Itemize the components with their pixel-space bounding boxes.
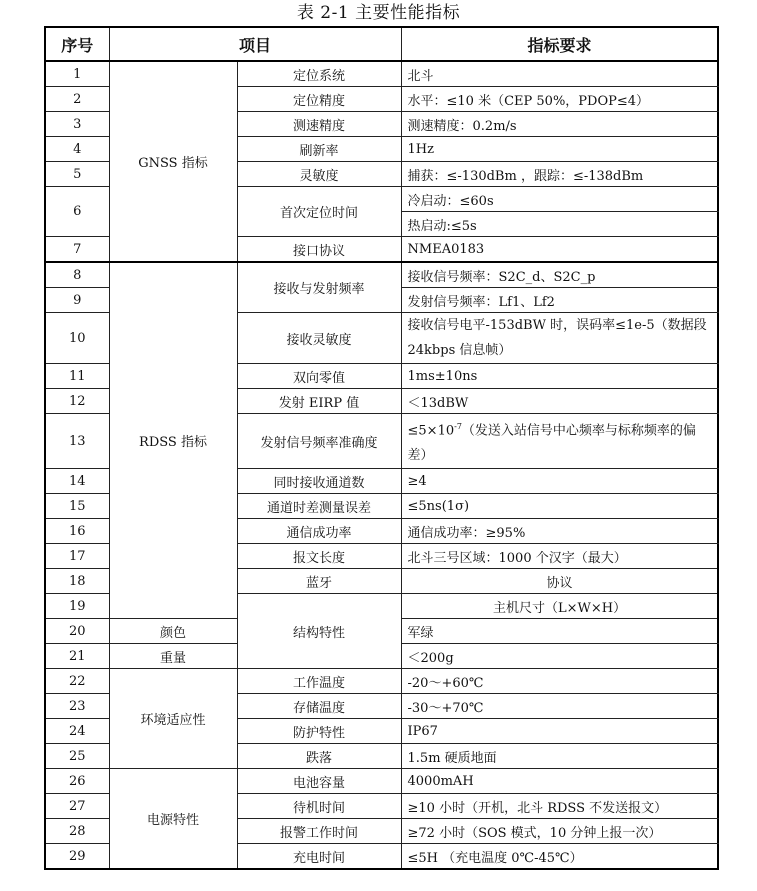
row-number: 1 (45, 61, 109, 87)
group-rdss: RDSS 指标 (109, 262, 237, 619)
item-value: ≤5H （充电温度 0℃-45℃） (401, 844, 718, 870)
item-name: 接收灵敏度 (237, 313, 401, 364)
item-value: ≥72 小时（SOS 模式，10 分钟上报一次） (401, 819, 718, 844)
item-value: 发射信号频率：Lf1、Lf2 (401, 288, 718, 313)
item-value: 北斗三号区域：1000 个汉字（最大） (401, 544, 718, 569)
item-value: 1ms±10ns (401, 364, 718, 389)
item-name: 接收与发射频率 (237, 262, 401, 313)
group-bluetooth: 蓝牙 (237, 569, 401, 594)
row-number: 3 (45, 112, 109, 137)
item-name: 刷新率 (237, 137, 401, 162)
value-part: （发送入站信号中心频率与标称频率的偏差） (407, 423, 696, 464)
item-name: 双向零值 (237, 364, 401, 389)
item-value: 热启动:≤5s (401, 212, 718, 237)
item-name: 发射 EIRP 值 (237, 389, 401, 414)
item-value: ≤5ns(1σ) (401, 494, 718, 519)
group-environment: 环境适应性 (109, 669, 237, 769)
item-name: 电池容量 (237, 769, 401, 794)
item-value: 测速精度：0.2m/s (401, 112, 718, 137)
item-name: 首次定位时间 (237, 187, 401, 237)
row-number: 17 (45, 544, 109, 569)
item-value: 冷启动：≤60s (401, 187, 718, 212)
row-number: 2 (45, 87, 109, 112)
item-value: ＜13dBW (401, 389, 718, 414)
item-name: 充电时间 (237, 844, 401, 870)
group-gnss: GNSS 指标 (109, 61, 237, 262)
row-number: 29 (45, 844, 109, 870)
item-value: ≥4 (401, 469, 718, 494)
item-value: ≥10 小时（开机，北斗 RDSS 不发送报文） (401, 794, 718, 819)
row-number: 22 (45, 669, 109, 694)
row-number: 4 (45, 137, 109, 162)
item-value: IP67 (401, 719, 718, 744)
item-name: 同时接收通道数 (237, 469, 401, 494)
item-value: -30～+70℃ (401, 694, 718, 719)
row-number: 9 (45, 288, 109, 313)
header-seq: 序号 (45, 27, 109, 61)
item-name: 发射信号频率准确度 (237, 414, 401, 469)
item-name: 通信成功率 (237, 519, 401, 544)
row-number: 10 (45, 313, 109, 364)
row-number: 26 (45, 769, 109, 794)
item-value: 北斗 (401, 61, 718, 87)
row-number: 12 (45, 389, 109, 414)
item-value: 捕获：≤-130dBm ，跟踪：≤-138dBm (401, 162, 718, 187)
table-row (45, 669, 718, 694)
row-number: 19 (45, 594, 109, 619)
group-power: 电源特性 (109, 769, 237, 870)
item-value: 水平：≤10 米（CEP 50%，PDOP≤4） (401, 87, 718, 112)
row-number: 21 (45, 644, 109, 669)
item-value: 通信成功率：≥95% (401, 519, 718, 544)
item-value: NMEA0183 (401, 237, 718, 263)
value-exponent: -7 (454, 422, 462, 431)
item-value: 接收信号频率：S2C_d、S2C_p (401, 262, 718, 288)
row-number: 6 (45, 187, 109, 237)
row-number: 24 (45, 719, 109, 744)
item-name: 跌落 (237, 744, 401, 769)
group-structure: 结构特性 (237, 594, 401, 669)
row-number: 13 (45, 414, 109, 469)
item-name: 灵敏度 (237, 162, 401, 187)
item-name: 测速精度 (237, 112, 401, 137)
item-name: 报文长度 (237, 544, 401, 569)
table-row (45, 61, 718, 87)
row-number: 28 (45, 819, 109, 844)
row-number: 7 (45, 237, 109, 263)
row-number: 11 (45, 364, 109, 389)
header-item: 项目 (109, 27, 401, 61)
item-value: -20～+60℃ (401, 669, 718, 694)
item-name: 颜色 (109, 619, 237, 644)
row-number: 16 (45, 519, 109, 544)
item-value: 接收信号电平-153dBW 时，误码率≤1e-5（数据段 24kbps 信息帧） (401, 313, 718, 364)
row-number: 25 (45, 744, 109, 769)
item-name: 防护特性 (237, 719, 401, 744)
item-name: 定位系统 (237, 61, 401, 87)
value-part: ≤5×10 (407, 423, 455, 439)
table-row (45, 769, 718, 794)
item-name: 主机尺寸（L×W×H） (401, 594, 718, 619)
item-value: 1.5m 硬质地面 (401, 744, 718, 769)
row-number: 15 (45, 494, 109, 519)
item-name: 工作温度 (237, 669, 401, 694)
item-name: 待机时间 (237, 794, 401, 819)
item-value: 军绿 (401, 619, 718, 644)
item-name: 定位精度 (237, 87, 401, 112)
row-number: 5 (45, 162, 109, 187)
item-value (401, 414, 718, 469)
row-number: 18 (45, 569, 109, 594)
header-req: 指标要求 (401, 27, 718, 61)
performance-table (44, 26, 719, 870)
row-number: 20 (45, 619, 109, 644)
item-value: 4000mAH (401, 769, 718, 794)
row-number: 23 (45, 694, 109, 719)
item-value: ＜200g (401, 644, 718, 669)
item-name: 协议 (401, 569, 718, 594)
item-name: 报警工作时间 (237, 819, 401, 844)
item-value: 1Hz (401, 137, 718, 162)
row-number: 14 (45, 469, 109, 494)
item-name: 接口协议 (237, 237, 401, 263)
item-name: 重量 (109, 644, 237, 669)
row-number: 8 (45, 262, 109, 288)
header-row (45, 27, 718, 61)
item-name: 存储温度 (237, 694, 401, 719)
row-number: 27 (45, 794, 109, 819)
item-name: 通道时差测量误差 (237, 494, 401, 519)
table-caption: 表 2-1 主要性能指标 (296, 3, 461, 23)
table-row (45, 262, 718, 288)
